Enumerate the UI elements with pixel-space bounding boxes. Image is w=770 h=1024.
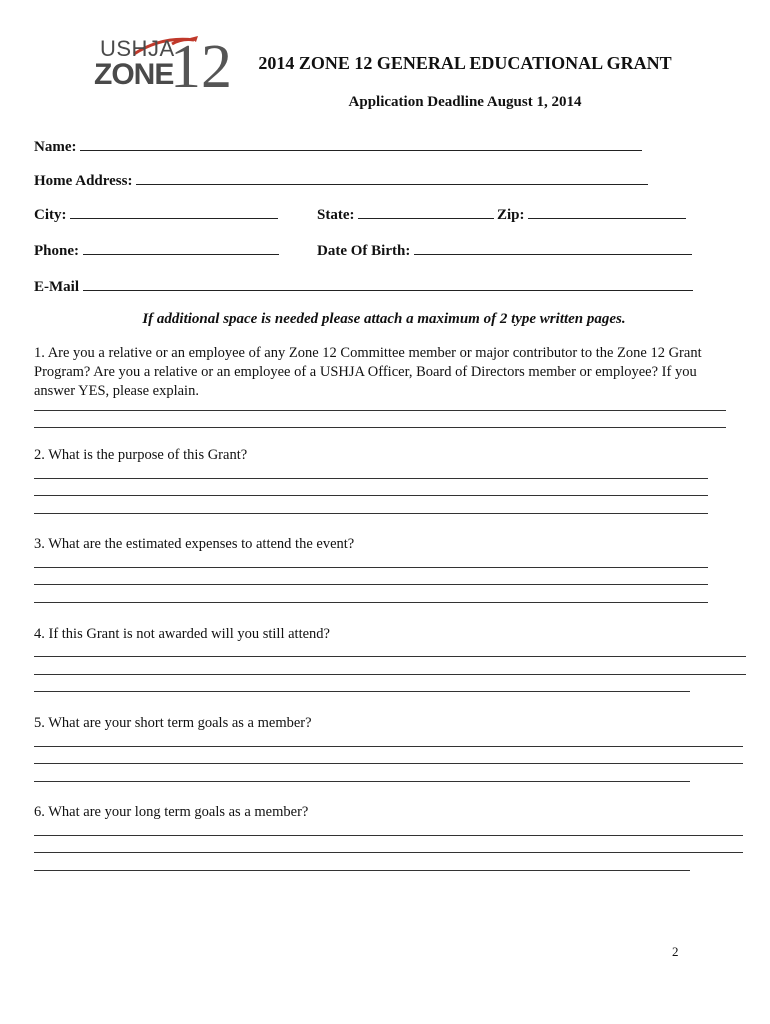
question-6: 6. What are your long term goals as a member? xyxy=(34,804,309,820)
city-input-line[interactable] xyxy=(70,204,278,219)
dob-input-line[interactable] xyxy=(414,240,692,255)
name-input-line[interactable] xyxy=(80,136,642,151)
email-input-line[interactable] xyxy=(83,276,693,291)
question-5: 5. What are your short term goals as a member? xyxy=(34,715,312,731)
phone-label: Phone: xyxy=(34,243,79,259)
logo-zone-text: ZONE xyxy=(94,58,174,91)
question-3: 3. What are the estimated expenses to attend the event? xyxy=(34,536,355,552)
name-label: Name: xyxy=(34,139,77,155)
city-label: City: xyxy=(34,207,67,223)
zip-field xyxy=(497,204,686,224)
answer-line[interactable] xyxy=(34,656,746,657)
question-2: 2. What is the purpose of this Grant? xyxy=(34,447,248,463)
question-4: 4. If this Grant is not awarded will you still attend? xyxy=(34,626,330,642)
answer-line[interactable] xyxy=(34,478,708,479)
answer-line[interactable] xyxy=(34,746,743,747)
city-field xyxy=(34,204,278,224)
zip-label: Zip: xyxy=(497,207,525,223)
answer-line[interactable] xyxy=(34,691,690,692)
answer-line[interactable] xyxy=(34,835,743,836)
answer-line[interactable] xyxy=(34,495,708,496)
answer-line[interactable] xyxy=(34,763,743,764)
answer-line[interactable] xyxy=(34,427,726,428)
additional-space-note: If additional space is needed please attach a maximum of 2 type written pages. xyxy=(142,311,626,327)
answer-line[interactable] xyxy=(34,567,708,568)
home-address-field xyxy=(34,170,648,190)
answer-line[interactable] xyxy=(34,513,708,514)
zip-input-line[interactable] xyxy=(528,204,686,219)
state-label: State: xyxy=(317,207,355,223)
state-input-line[interactable] xyxy=(358,204,494,219)
logo-number: 12 xyxy=(170,33,232,101)
email-field xyxy=(34,276,693,296)
question-1: 1. Are you a relative or an employee of any Zone 12 Committee member or major contributor to the Zone 12 Grant Program? Are you a relative or an employee of a USHJA Officer, Board of Directors member or employee? If you answer YES, please explain. xyxy=(34,345,702,399)
dob-label: Date Of Birth: xyxy=(317,243,411,259)
answer-line[interactable] xyxy=(34,584,708,585)
home-address-input-line[interactable] xyxy=(136,170,648,185)
application-deadline: Application Deadline August 1, 2014 xyxy=(348,94,582,110)
dob-field xyxy=(317,240,692,260)
form-title: 2014 ZONE 12 GENERAL EDUCATIONAL GRANT xyxy=(258,53,672,73)
page-number: 2 xyxy=(672,944,679,959)
state-field xyxy=(317,204,494,224)
answer-line[interactable] xyxy=(34,674,746,675)
phone-input-line[interactable] xyxy=(83,240,279,255)
answer-line[interactable] xyxy=(34,781,690,782)
ushja-zone12-logo xyxy=(92,34,242,104)
answer-line[interactable] xyxy=(34,602,708,603)
email-label: E-Mail xyxy=(34,279,79,295)
answer-line[interactable] xyxy=(34,410,726,411)
answer-line[interactable] xyxy=(34,870,690,871)
answer-line[interactable] xyxy=(34,852,743,853)
logo-ushja-text: USHJA xyxy=(100,36,175,61)
phone-field xyxy=(34,240,279,260)
name-field xyxy=(34,136,642,156)
home-address-label: Home Address: xyxy=(34,173,133,189)
